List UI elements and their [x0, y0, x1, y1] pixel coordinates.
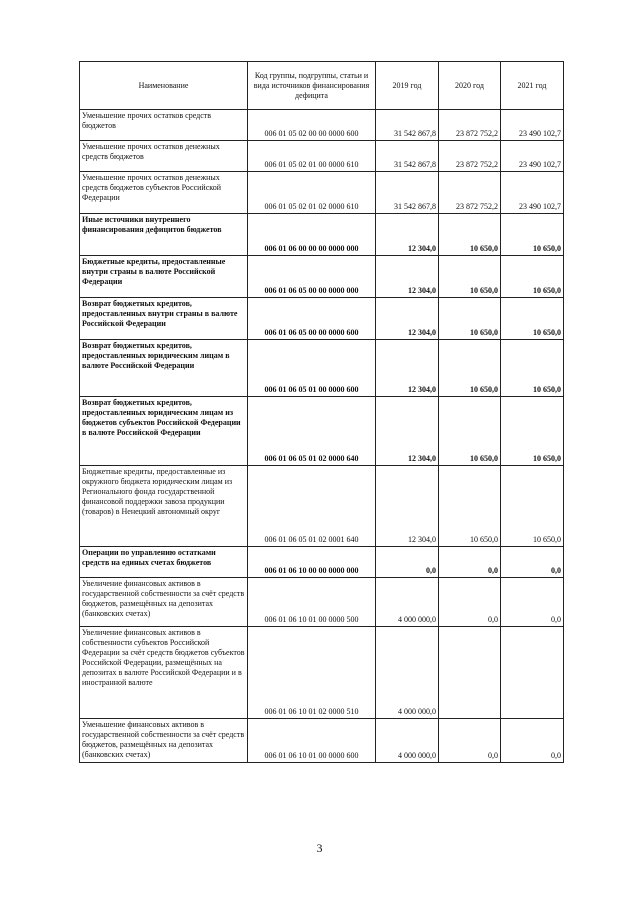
table-header-row — [80, 62, 564, 110]
row-value-2019: 12 304,0 — [376, 298, 439, 340]
row-name-cell: Возврат бюджетных кредитов, предоставленных юридическим лицам из бюджетов субъектов Российской Федерации в валюте Российской Федерации — [80, 397, 248, 466]
row-code-cell: 006 01 06 05 01 02 0001 640 — [248, 466, 376, 547]
row-value-2020: 10 650,0 — [439, 256, 501, 298]
row-code-cell: 006 01 06 10 01 02 0000 510 — [248, 627, 376, 719]
row-value-2021: 23 490 102,7 — [501, 110, 564, 141]
table-row — [80, 214, 564, 256]
row-name-cell: Иные источники внутреннего финансирования дефицитов бюджетов — [80, 214, 248, 256]
row-name-cell: Возврат бюджетных кредитов, предоставленных юридическим лицам в валюте Российской Федерации — [80, 340, 248, 397]
row-value-2021: 23 490 102,7 — [501, 172, 564, 214]
header-2020: 2020 год — [439, 62, 501, 110]
row-value-2019: 4 000 000,0 — [376, 719, 439, 763]
row-name-cell: Уменьшение прочих остатков денежных средств бюджетов — [80, 141, 248, 172]
table-row — [80, 298, 564, 340]
row-value-2020: 0,0 — [439, 719, 501, 763]
row-value-2019: 12 304,0 — [376, 397, 439, 466]
row-value-2019: 0,0 — [376, 547, 439, 578]
table-body — [80, 110, 564, 763]
row-value-2019: 12 304,0 — [376, 214, 439, 256]
row-value-2021: 10 650,0 — [501, 466, 564, 547]
header-2021: 2021 год — [501, 62, 564, 110]
row-code-cell: 006 01 06 00 00 00 0000 000 — [248, 214, 376, 256]
table-row — [80, 578, 564, 627]
row-value-2019: 12 304,0 — [376, 340, 439, 397]
row-code-cell: 006 01 06 05 00 00 0000 000 — [248, 256, 376, 298]
row-name-cell: Увеличение финансовых активов в собственности субъектов Российской Федерации за счёт средств бюджетов субъектов Российской Федерации, размещённых на депозитах в валюте Российской Федерации и в иностранной валюте — [80, 627, 248, 719]
row-value-2020: 0,0 — [439, 547, 501, 578]
row-name-cell: Уменьшение прочих остатков средств бюджетов — [80, 110, 248, 141]
row-value-2021: 0,0 — [501, 578, 564, 627]
table-row — [80, 172, 564, 214]
row-value-2019: 31 542 867,8 — [376, 110, 439, 141]
row-code-cell: 006 01 06 10 00 00 0000 000 — [248, 547, 376, 578]
table-row — [80, 141, 564, 172]
row-value-2019: 4 000 000,0 — [376, 578, 439, 627]
row-name-cell: Бюджетные кредиты, предоставленные внутри страны в валюте Российской Федерации — [80, 256, 248, 298]
table-row — [80, 256, 564, 298]
row-code-cell: 006 01 05 02 01 02 0000 610 — [248, 172, 376, 214]
row-value-2021: 10 650,0 — [501, 256, 564, 298]
row-value-2019: 31 542 867,8 — [376, 172, 439, 214]
row-name-cell: Бюджетные кредиты, предоставленные из окружного бюджета юридическим лицам из Регионального фонда государственной финансовой поддержки завоза продукции (товаров) в Ненецкий автономный округ — [80, 466, 248, 547]
header-2019: 2019 год — [376, 62, 439, 110]
row-code-cell: 006 01 06 05 01 00 0000 600 — [248, 340, 376, 397]
row-value-2019: 12 304,0 — [376, 466, 439, 547]
row-name-cell: Операции по управлению остатками средств на единых счетах бюджетов — [80, 547, 248, 578]
row-value-2020: 10 650,0 — [439, 340, 501, 397]
row-name-cell: Уменьшение прочих остатков денежных средств бюджетов субъектов Российской Федерации — [80, 172, 248, 214]
row-value-2021: 10 650,0 — [501, 298, 564, 340]
row-code-cell: 006 01 06 05 01 02 0000 640 — [248, 397, 376, 466]
row-value-2021 — [501, 627, 564, 719]
row-value-2019: 4 000 000,0 — [376, 627, 439, 719]
row-value-2019: 31 542 867,8 — [376, 141, 439, 172]
row-value-2020: 23 872 752,2 — [439, 172, 501, 214]
row-value-2021: 0,0 — [501, 719, 564, 763]
row-value-2021: 10 650,0 — [501, 397, 564, 466]
page-number: 3 — [316, 841, 323, 855]
row-value-2020: 23 872 752,2 — [439, 110, 501, 141]
row-name-cell: Увеличение финансовых активов в государственной собственности за счёт средств бюджетов, размещённых на депозитах (банковских счетах) — [80, 578, 248, 627]
row-value-2020: 10 650,0 — [439, 397, 501, 466]
table-row — [80, 547, 564, 578]
row-value-2021: 0,0 — [501, 547, 564, 578]
table-row — [80, 719, 564, 763]
table-row — [80, 340, 564, 397]
table-row — [80, 110, 564, 141]
table-row — [80, 627, 564, 719]
row-value-2020: 10 650,0 — [439, 298, 501, 340]
row-name-cell: Возврат бюджетных кредитов, предоставленных внутри страны в валюте Российской Федерации — [80, 298, 248, 340]
financing-sources-table — [79, 61, 564, 763]
row-code-cell: 006 01 05 02 00 00 0000 600 — [248, 110, 376, 141]
header-name: Наименование — [80, 62, 248, 110]
row-code-cell: 006 01 06 10 01 00 0000 500 — [248, 578, 376, 627]
row-value-2020: 23 872 752,2 — [439, 141, 501, 172]
header-code: Код группы, подгруппы, статьи и вида источников финансирования дефицита — [248, 62, 376, 110]
row-value-2021: 10 650,0 — [501, 340, 564, 397]
row-name-cell: Уменьшение финансовых активов в государственной собственности за счёт средств бюджетов, размещённых на депозитах (банковских счетах) — [80, 719, 248, 763]
row-value-2020 — [439, 627, 501, 719]
row-value-2021: 10 650,0 — [501, 214, 564, 256]
table-row — [80, 466, 564, 547]
row-code-cell: 006 01 06 05 00 00 0000 600 — [248, 298, 376, 340]
row-value-2019: 12 304,0 — [376, 256, 439, 298]
row-value-2021: 23 490 102,7 — [501, 141, 564, 172]
row-value-2020: 0,0 — [439, 578, 501, 627]
table-row — [80, 397, 564, 466]
row-code-cell: 006 01 05 02 01 00 0000 610 — [248, 141, 376, 172]
row-value-2020: 10 650,0 — [439, 214, 501, 256]
row-code-cell: 006 01 06 10 01 00 0000 600 — [248, 719, 376, 763]
row-value-2020: 10 650,0 — [439, 466, 501, 547]
